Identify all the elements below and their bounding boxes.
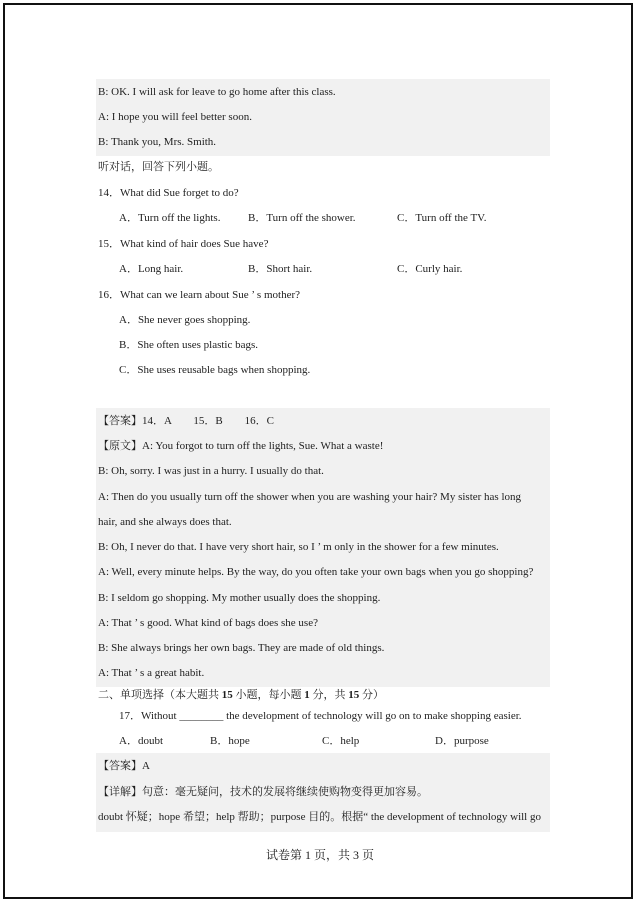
option-c: C．She uses reusable bags when shopping.: [119, 364, 311, 376]
transcript-line: B: She always brings her own bags. They are made of old things.: [98, 642, 385, 654]
listening-instruction: 听对话，回答下列小题。: [98, 161, 219, 173]
question-stem: 14．What did Sue forget to do?: [98, 187, 239, 199]
points-each: 1: [304, 689, 310, 701]
option-a: A．She never goes shopping.: [119, 314, 251, 326]
dialog-line: B: Thank you, Mrs. Smith.: [98, 136, 217, 148]
exam-page: [3, 3, 633, 899]
transcript-line: 【原文】A: You forgot to turn off the lights, Sue. What a waste!: [98, 440, 384, 452]
section-heading-mid2: 分，共: [309, 689, 349, 701]
transcript-line: hair, and she always does that.: [98, 516, 232, 528]
points-total: 15: [348, 689, 360, 701]
transcript-line: A: Well, every minute helps. By the way, do you often take your own bags when you go shopping?: [98, 566, 534, 578]
option-a: A．Long hair.: [119, 263, 184, 275]
option-b: B．Turn off the shower.: [248, 212, 356, 224]
transcript-line: B: Oh, I never do that. I have very short hair, so I ’ m only in the shower for a few minutes.: [98, 541, 499, 553]
option-b: B．Short hair.: [248, 263, 313, 275]
transcript-line: B: Oh, sorry. I was just in a hurry. I usually do that.: [98, 465, 324, 477]
question-stem: 16．What can we learn about Sue ’ s mother?: [98, 289, 301, 301]
option-b: B．hope: [210, 735, 250, 747]
option-b: B．She often uses plastic bags.: [119, 339, 259, 351]
question-stem: 15．What kind of hair does Sue have?: [98, 238, 269, 250]
transcript-line: A: That ’ s a great habit.: [98, 667, 205, 679]
answer-line: 【答案】A: [98, 760, 150, 772]
section-heading: [98, 688, 384, 702]
option-a: A．doubt: [119, 735, 163, 747]
dialog-line: B: OK. I will ask for leave to go home after this class.: [98, 86, 336, 98]
dialog-line: A: I hope you will feel better soon.: [98, 111, 252, 123]
section-heading-prefix: 二、单项选择（本大题共: [98, 689, 222, 701]
detail-line: doubt 怀疑；hope 希望；help 帮助；purpose 目的。根据“ the development of technology will go: [98, 811, 541, 823]
question-count: 15: [221, 689, 233, 701]
option-a: A．Turn off the lights.: [119, 212, 221, 224]
option-c: C．Curly hair.: [397, 263, 463, 275]
transcript-line: A: Then do you usually turn off the shower when you are washing your hair? My sister has long: [98, 491, 522, 503]
page-footer: 试卷第 1 页，共 3 页: [265, 848, 374, 862]
answer-line: 【答案】14．A 15．B 16．C: [98, 415, 275, 427]
question-stem: 17．Without ________ the development of technology will go on to make shopping easier.: [119, 710, 522, 722]
option-c: C．Turn off the TV.: [397, 212, 487, 224]
section-heading-mid: 小题，每小题: [232, 689, 305, 701]
option-c: C．help: [322, 735, 360, 747]
detail-line: 【详解】句意：毫无疑问，技术的发展将继续使购物变得更加容易。: [98, 786, 428, 798]
transcript-line: A: That ’ s good. What kind of bags does she use?: [98, 617, 318, 629]
transcript-line: B: I seldom go shopping. My mother usually does the shopping.: [98, 592, 381, 604]
option-d: D．purpose: [435, 735, 489, 747]
section-heading-suffix: 分）: [359, 689, 384, 701]
